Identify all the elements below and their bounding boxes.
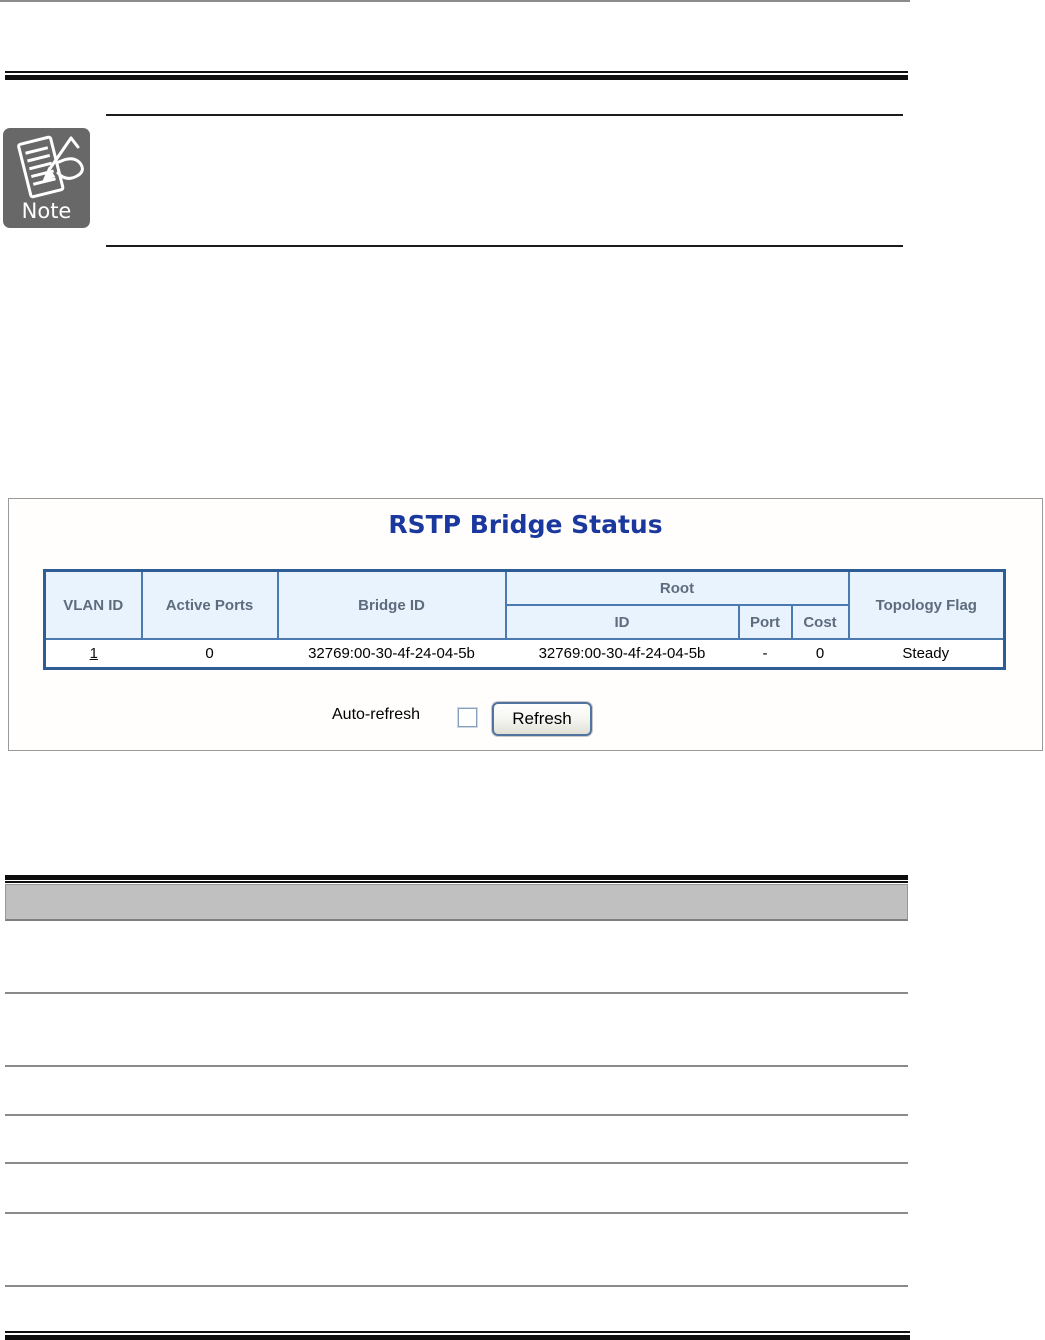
- divider-line: [5, 1285, 908, 1287]
- bridge-status-table: [43, 569, 1006, 670]
- divider-line: [5, 992, 908, 994]
- bridge-status-title: RSTP Bridge Status: [388, 510, 663, 539]
- notepad-pen-icon: [3, 130, 90, 202]
- page-top-rule: [0, 0, 910, 2]
- divider-line: [5, 1114, 908, 1116]
- root-port-column-header: Port: [739, 605, 792, 639]
- root-cost-cell: 0: [792, 639, 849, 669]
- footer-rule-thin: [5, 1331, 910, 1333]
- vlan-id-cell: [45, 639, 142, 669]
- root-cost-column-header: Cost: [792, 605, 849, 639]
- topology-flag-cell: Steady: [849, 639, 1005, 669]
- bridge-id-cell: 32769:00-30-4f-24-04-5b: [278, 639, 506, 669]
- root-group-header: Root: [506, 571, 849, 606]
- section-rule-thick: [5, 875, 908, 880]
- divider-line: [5, 1065, 908, 1067]
- note-top-rule: [106, 114, 903, 116]
- note-icon: [3, 128, 90, 228]
- divider-line: [5, 1212, 908, 1214]
- refresh-button[interactable]: Refresh: [492, 702, 592, 736]
- divider-line: [5, 1162, 908, 1164]
- bridge-id-column-header: Bridge ID: [278, 571, 506, 640]
- root-id-cell: 32769:00-30-4f-24-04-5b: [506, 639, 739, 669]
- table-row: [45, 639, 1005, 669]
- root-port-cell: -: [739, 639, 792, 669]
- root-id-column-header: ID: [506, 605, 739, 639]
- topology-flag-column-header: Topology Flag: [849, 571, 1005, 640]
- section-rule-thin: [5, 881, 908, 883]
- auto-refresh-checkbox[interactable]: [458, 708, 477, 727]
- header-rule-thick: [5, 75, 908, 80]
- note-label: Note: [21, 199, 72, 223]
- header-rule-thin: [5, 71, 908, 73]
- footer-rule-thick: [5, 1335, 910, 1340]
- auto-refresh-label: Auto-refresh: [332, 706, 421, 723]
- vlan-id-link[interactable]: 1: [89, 644, 98, 662]
- active-ports-cell: 0: [142, 639, 278, 669]
- active-ports-column-header: Active Ports: [142, 571, 278, 640]
- vlan-id-column-header: VLAN ID: [45, 571, 142, 640]
- table-header-bar: [5, 884, 908, 921]
- note-bottom-rule: [106, 245, 903, 247]
